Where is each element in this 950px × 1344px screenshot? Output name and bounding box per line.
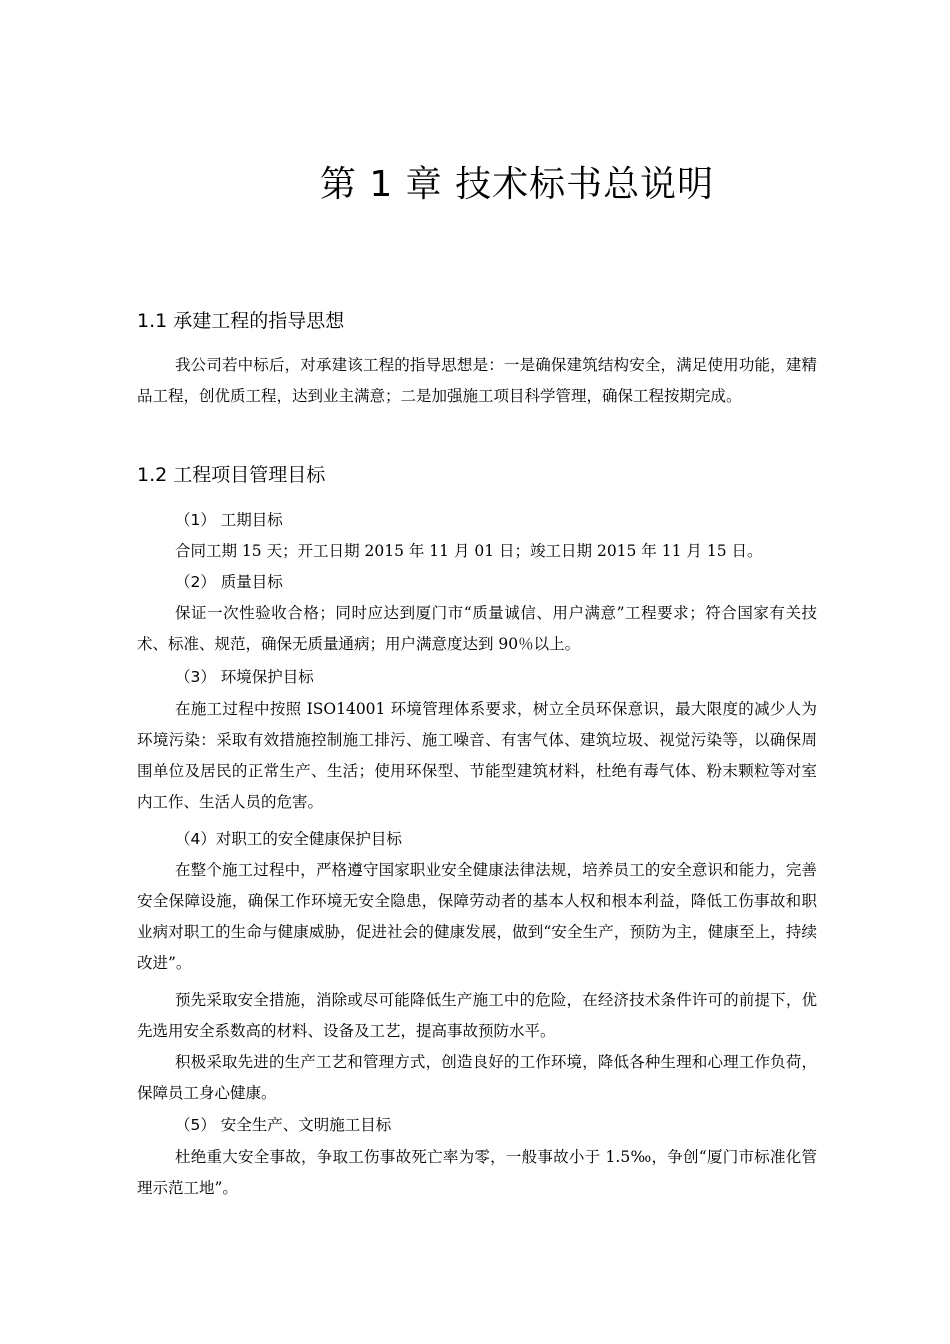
chapter-title: 第 1 章 技术标书总说明	[319, 164, 715, 205]
subsection-paragraph: 保证一次性验收合格；同时应达到厦门市“质量诚信、用户满意”工程要求；符合国家有关技术、标准、规范，确保无质量通病；用户满意度达到 90％以上。	[137, 604, 817, 653]
subsection-heading: （5） 安全生产、文明施工目标	[175, 1116, 392, 1134]
section-heading: 1.1 承建工程的指导思想	[137, 310, 345, 332]
subsection-paragraph: 积极采取先进的生产工艺和管理方式，创造良好的工作环境，降低各种生理和心理工作负荷，保障员工身心健康。	[137, 1053, 817, 1102]
subsection-heading: （3） 环境保护目标	[175, 668, 314, 686]
subsection-paragraph: 在施工过程中按照 ISO14001 环境管理体系要求，树立全员环保意识，最大限度的减少人为环境污染：采取有效措施控制施工排污、施工噪音、有害气体、建筑垃圾、视觉污染等，以确保周围单位及居民的正常生产、生活；使用环保型、节能型建筑材料，杜绝有毒气体、粉末颗粒等对室内工作、生活人员的危害。	[137, 700, 817, 811]
subsection-heading: （1） 工期目标	[175, 511, 283, 529]
subsection-heading: （4）对职工的安全健康保护目标	[175, 830, 402, 848]
subsection-heading: （2） 质量目标	[175, 573, 283, 591]
subsection-paragraph: 杜绝重大安全事故，争取工伤事故死亡率为零，一般事故小于 1.5‰，争创“厦门市标准化管理示范工地”。	[137, 1148, 817, 1197]
subsection-paragraph: 预先采取安全措施，消除或尽可能降低生产施工中的危险，在经济技术条件许可的前提下，优先选用安全系数高的材料、设备及工艺，提高事故预防水平。	[137, 991, 817, 1040]
section-heading: 1.2 工程项目管理目标	[137, 464, 326, 486]
subsection-paragraph: 合同工期 15 天；开工日期 2015 年 11 月 01 日；竣工日期 2015 年 11 月 15 日。	[175, 542, 763, 560]
section-paragraph: 我公司若中标后，对承建该工程的指导思想是：一是确保建筑结构安全，满足使用功能，建精品工程，创优质工程，达到业主满意；二是加强施工项目科学管理，确保工程按期完成。	[137, 356, 817, 405]
subsection-paragraph: 在整个施工过程中，严格遵守国家职业安全健康法律法规，培养员工的安全意识和能力，完善安全保障设施，确保工作环境无安全隐患，保障劳动者的基本人权和根本利益，降低工伤事故和职业病对职工的生命与健康威胁，促进社会的健康发展，做到“安全生产，预防为主，健康至上，持续改进”。	[137, 861, 817, 972]
